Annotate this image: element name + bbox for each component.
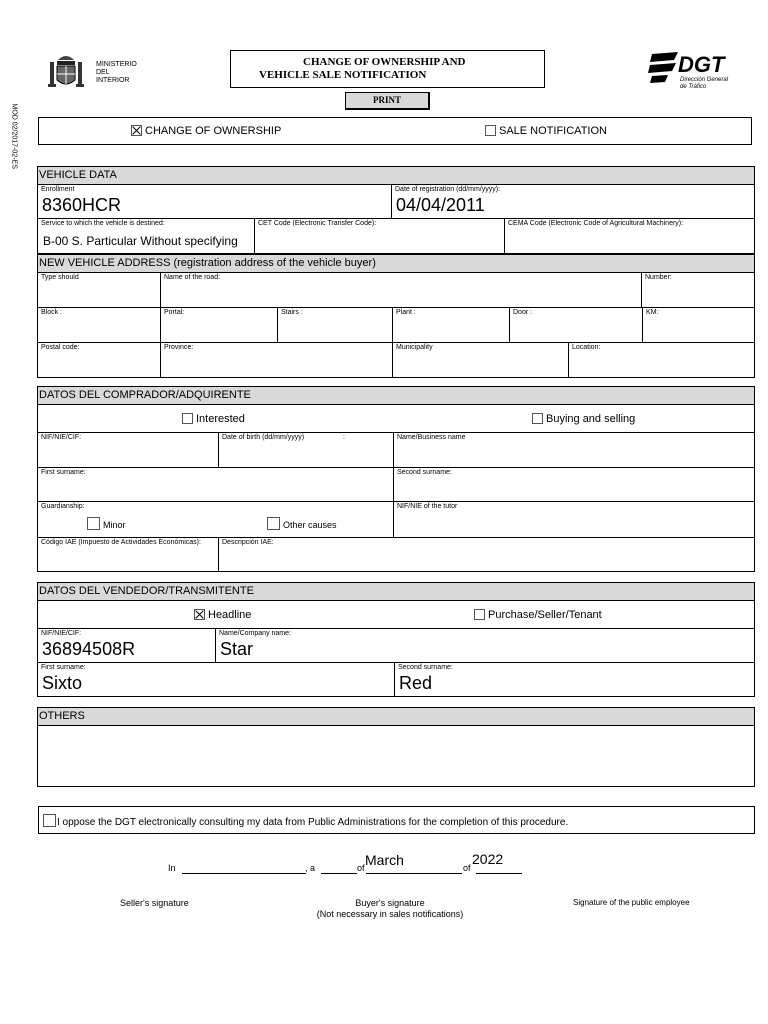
change-of-ownership-option[interactable] bbox=[131, 125, 281, 137]
minor-checkbox[interactable] bbox=[87, 517, 100, 530]
registration-date-field[interactable] bbox=[391, 184, 755, 219]
iae-code-label: Código IAE (Impuesto de Actividades Económicas): bbox=[41, 539, 201, 546]
seller-first-surname-label: First surname: bbox=[41, 664, 86, 671]
of-label-1: of bbox=[357, 863, 365, 873]
year-value: 2022 bbox=[472, 851, 504, 867]
number-field[interactable] bbox=[641, 272, 755, 308]
registration-date-label: Date of registration (dd/mm/yyyy): bbox=[395, 186, 501, 193]
buying-selling-label: Buying and selling bbox=[546, 413, 636, 425]
buyer-signature-block bbox=[300, 898, 480, 920]
seller-first-surname-value: Sixto bbox=[42, 673, 83, 693]
purchase-seller-tenant-label: Purchase/Seller/Tenant bbox=[488, 609, 602, 621]
other-causes-checkbox[interactable] bbox=[267, 517, 280, 530]
vehicle-data-header: VEHICLE DATA bbox=[37, 166, 755, 185]
form-title-line-2: VEHICLE SALE NOTIFICATION bbox=[259, 69, 427, 81]
dgt-sub-line-2: de Tráfico bbox=[680, 84, 707, 90]
enrollment-label: Enrollment bbox=[41, 186, 75, 193]
in-label: In bbox=[168, 863, 176, 873]
side-form-code: MOD 02/2017-02-ES bbox=[10, 103, 18, 169]
location-label: Location: bbox=[572, 344, 601, 351]
seller-name-value: Star bbox=[220, 639, 254, 659]
buyer-signature-label: Buyer's signature bbox=[355, 898, 425, 908]
guardianship-field bbox=[37, 501, 394, 538]
municipality-label: Municipality bbox=[396, 344, 433, 351]
door-field[interactable] bbox=[509, 307, 643, 343]
buying-selling-checkbox[interactable] bbox=[532, 413, 543, 424]
ministry-line-2: DEL INTERIOR bbox=[96, 69, 130, 84]
buyer-nif-label: NIF/NIE/CIF: bbox=[41, 434, 82, 441]
buyer-type-row bbox=[37, 404, 755, 433]
other-causes-option[interactable] bbox=[267, 517, 337, 530]
dgt-logo bbox=[648, 50, 744, 94]
buyer-second-surname-label: Second surname: bbox=[397, 469, 452, 476]
ministry-logo bbox=[44, 48, 144, 92]
signature-date-line bbox=[0, 850, 768, 880]
month-input[interactable] bbox=[366, 872, 462, 874]
of-label-2: of bbox=[463, 863, 471, 873]
buyer-first-surname-field[interactable] bbox=[37, 467, 394, 502]
change-of-ownership-label: CHANGE OF OWNERSHIP bbox=[145, 125, 282, 137]
buying-selling-option[interactable] bbox=[532, 413, 635, 425]
buyer-first-surname-label: First surname: bbox=[41, 469, 86, 476]
interested-option[interactable] bbox=[182, 413, 245, 425]
day-input[interactable] bbox=[321, 872, 357, 874]
consent-checkbox[interactable] bbox=[43, 814, 56, 827]
type-should-label: Type should bbox=[41, 274, 79, 281]
change-of-ownership-checkbox[interactable] bbox=[131, 125, 142, 136]
dgt-emblem-icon bbox=[648, 50, 680, 84]
ministry-line-1: MINISTERIO bbox=[96, 61, 137, 68]
type-should-field[interactable] bbox=[37, 272, 161, 308]
sale-notification-option[interactable] bbox=[485, 125, 607, 137]
others-header: OTHERS bbox=[37, 707, 755, 726]
seller-nif-field[interactable] bbox=[37, 628, 216, 663]
seller-nif-value: 36894508R bbox=[42, 639, 136, 659]
postal-code-label: Postal code: bbox=[41, 344, 80, 351]
cema-code-field[interactable] bbox=[504, 218, 755, 254]
buyer-dob-colon: : bbox=[343, 434, 345, 441]
tutor-nif-field[interactable] bbox=[393, 501, 755, 538]
print-button[interactable]: PRINT bbox=[345, 92, 430, 110]
sale-notification-label: SALE NOTIFICATION bbox=[499, 125, 607, 137]
buyer-nif-field[interactable] bbox=[37, 432, 219, 468]
enrollment-value: 8360HCR bbox=[42, 195, 122, 215]
seller-second-surname-value: Red bbox=[399, 673, 433, 693]
province-field[interactable] bbox=[160, 342, 393, 378]
buyer-header: DATOS DEL COMPRADOR/ADQUIRENTE bbox=[37, 386, 755, 405]
minor-label: Minor bbox=[103, 520, 126, 530]
stairs-label: Stairs : bbox=[281, 309, 303, 316]
interested-checkbox[interactable] bbox=[182, 413, 193, 424]
buyer-dob-label: Date of birth (dd/mm/yyyy) bbox=[222, 434, 305, 441]
buyer-name-field[interactable] bbox=[393, 432, 755, 468]
procedure-type-box bbox=[38, 117, 752, 145]
interested-label: Interested bbox=[196, 413, 245, 425]
buyer-second-surname-field[interactable] bbox=[393, 467, 755, 502]
seller-second-surname-label: Second surname: bbox=[398, 664, 453, 671]
registration-date-value: 04/04/2011 bbox=[396, 195, 485, 215]
dgt-brand: DGT bbox=[678, 52, 725, 77]
purchase-seller-tenant-option[interactable] bbox=[474, 609, 602, 621]
cet-code-label: CET Code (Electronic Transfer Code): bbox=[258, 220, 377, 227]
seller-name-field[interactable] bbox=[215, 628, 755, 663]
location-field[interactable] bbox=[568, 342, 755, 378]
headline-label: Headline bbox=[208, 609, 252, 621]
dgt-subtitle bbox=[680, 77, 728, 91]
headline-checkbox[interactable] bbox=[194, 609, 205, 620]
headline-option[interactable] bbox=[194, 609, 251, 621]
municipality-field[interactable] bbox=[392, 342, 569, 378]
plant-label: Plant : bbox=[396, 309, 416, 316]
province-label: Province: bbox=[164, 344, 194, 351]
seller-name-label: Name/Company name: bbox=[219, 630, 291, 637]
ministry-name bbox=[96, 61, 144, 85]
seller-type-row bbox=[37, 600, 755, 629]
consent-label: I oppose the DGT electronically consulting my data from Public Administrations for the completion of this procedure. bbox=[57, 817, 569, 828]
road-name-field[interactable] bbox=[160, 272, 642, 308]
km-label: KM: bbox=[646, 309, 659, 316]
place-input[interactable] bbox=[182, 872, 306, 874]
public-employee-signature-label: Signature of the public employee bbox=[573, 898, 690, 907]
month-value: March bbox=[365, 852, 404, 868]
seller-first-surname-field[interactable] bbox=[37, 662, 395, 697]
address-header: NEW VEHICLE ADDRESS (registration address of the vehicle buyer) bbox=[37, 254, 755, 273]
form-title-line-1: CHANGE OF OWNERSHIP AND bbox=[303, 56, 466, 68]
cema-code-label: CEMA Code (Electronic Code of Agricultural Machinery): bbox=[508, 220, 684, 227]
form-title-box bbox=[230, 50, 545, 88]
iae-description-field[interactable] bbox=[218, 537, 755, 572]
km-field[interactable] bbox=[642, 307, 755, 343]
plant-field[interactable] bbox=[392, 307, 510, 343]
buyer-dob-field[interactable] bbox=[218, 432, 394, 468]
iae-description-label: Descripción IAE: bbox=[222, 539, 274, 546]
service-label: Service to which the vehicle is destined: bbox=[41, 220, 165, 227]
others-textarea[interactable] bbox=[37, 725, 755, 787]
postal-code-field[interactable] bbox=[37, 342, 161, 378]
number-label: Number: bbox=[645, 274, 672, 281]
tutor-nif-label: NIF/NIE of the tutor bbox=[397, 503, 458, 510]
seller-second-surname-field[interactable] bbox=[394, 662, 755, 697]
minor-option[interactable] bbox=[87, 517, 126, 530]
purchase-seller-tenant-checkbox[interactable] bbox=[474, 609, 485, 620]
consent-box bbox=[38, 806, 755, 834]
consent-option[interactable] bbox=[43, 814, 568, 828]
buyer-signature-note: (Not necessary in sales notifications) bbox=[316, 909, 464, 919]
seller-header: DATOS DEL VENDEDOR/TRANSMITENTE bbox=[37, 582, 755, 601]
coat-of-arms-icon bbox=[44, 48, 88, 92]
portal-label: Portal: bbox=[164, 309, 185, 316]
block-label: Block : bbox=[41, 309, 63, 316]
road-name-label: Name of the road: bbox=[164, 274, 221, 281]
seller-signature-label: Seller's signature bbox=[120, 898, 189, 908]
year-input[interactable] bbox=[476, 872, 522, 874]
enrollment-field[interactable] bbox=[37, 184, 392, 219]
block-field[interactable] bbox=[37, 307, 161, 343]
cet-code-field[interactable] bbox=[254, 218, 505, 254]
door-label: Door : bbox=[513, 309, 533, 316]
other-causes-label: Other causes bbox=[283, 520, 337, 530]
comma-a-label: , a bbox=[305, 863, 316, 873]
stairs-field[interactable] bbox=[277, 307, 393, 343]
buyer-name-label: Name/Business name bbox=[397, 434, 466, 441]
seller-nif-label: NIF/NIE/CIF: bbox=[41, 630, 82, 637]
service-field[interactable] bbox=[37, 218, 255, 254]
portal-field[interactable] bbox=[160, 307, 278, 343]
service-value: B-00 S. Particular Without specifying bbox=[43, 234, 238, 248]
dgt-sub-line-1: Dirección General bbox=[680, 77, 729, 83]
guardianship-label: Guardianship: bbox=[41, 503, 85, 510]
iae-code-field[interactable] bbox=[37, 537, 219, 572]
sale-notification-checkbox[interactable] bbox=[485, 125, 496, 136]
